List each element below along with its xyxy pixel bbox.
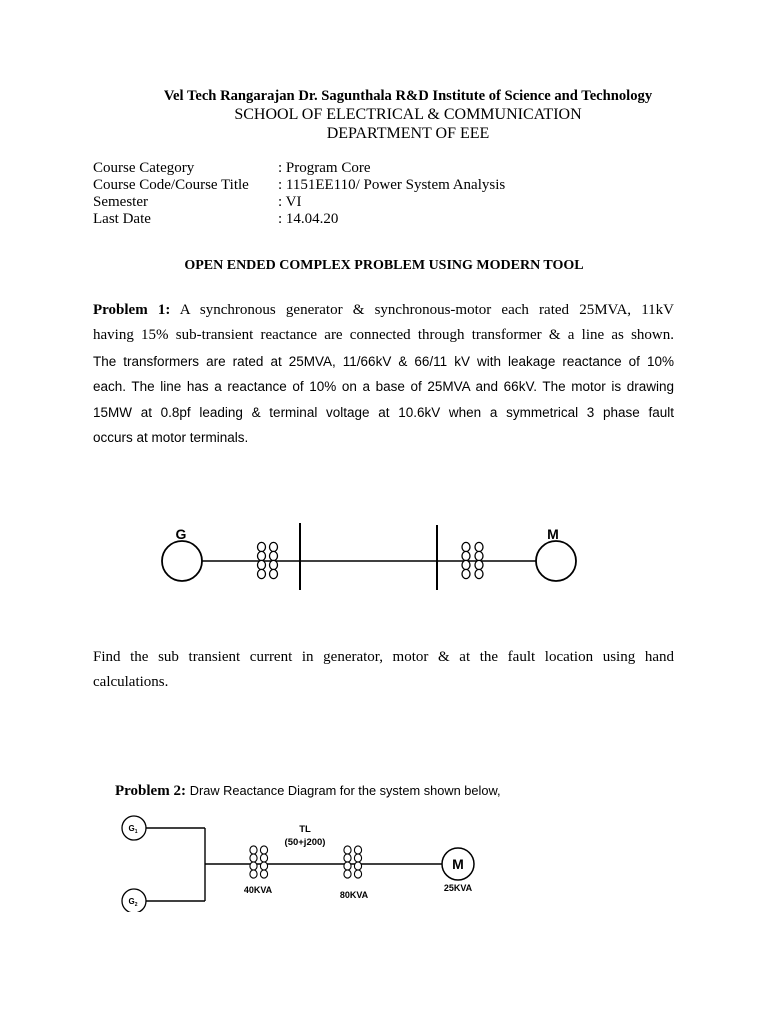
coil-loop [462,569,470,578]
coil-loop [260,854,267,862]
coil-loop [344,862,351,870]
coil-loop [258,560,266,569]
motor-label: M [547,526,559,542]
coil-loop [344,854,351,862]
coil-loop [260,870,267,878]
last-date-value: : 14.04.20 [278,211,339,227]
problem-2-text: Draw Reactance Diagram for the system shown below, [189,783,501,798]
coil-loop [270,569,278,578]
coil-loop [475,560,483,569]
coil-loop [258,569,266,578]
coil-loop [258,551,266,560]
coil-loop [270,560,278,569]
coil-loop [354,870,361,878]
department-name: DEPARTMENT OF EEE [326,125,490,142]
last-date-row [93,211,613,228]
institute-name: Vel Tech Rangarajan Dr. Sagunthala R&D Institute of Science and Technology [163,88,653,104]
generator-2-letter: G [128,897,135,906]
coil-loop [344,870,351,878]
coil-loop [475,569,483,578]
school-name: SCHOOL OF ELECTRICAL & COMMUNICATION [234,106,582,123]
generator-1-subscript: 1 [134,829,138,835]
problem-1-line: having 15% sub-transient reactance are connected through transformer & a line as shown. [93,327,674,344]
generator-2-subscript: 2 [134,902,138,908]
problem-1-question [93,645,674,696]
problem-1-line: 15MW at 0.8pf leading & terminal voltage at 10.6kV when a symmetrical 3 phase fault [93,404,674,420]
problem-2-heading: Problem 2: [115,783,186,799]
coil-loop [250,854,257,862]
coil-loop [260,846,267,854]
semester-value: : VI [278,194,302,210]
problem-1-statement [93,298,674,450]
problem-1-line: The transformers are rated at 25MVA, 11/66kV & 66/11 kV with leakage reactance of 10% [93,353,674,369]
semester-label: Semester [93,194,148,210]
problem-1-heading: Problem 1: [93,302,171,318]
course-category-value: : Program Core [278,160,371,176]
coil-loop [250,862,257,870]
problem-1-line: each. The line has a reactance of 10% on a base of 25MVA and 66kV. The motor is drawing [93,379,674,395]
section-title: OPEN ENDED COMPLEX PROBLEM USING MODERN TOOL [184,258,584,273]
problem-2-system-diagram [110,812,490,912]
coil-loop [462,551,470,560]
problem-1-single-line-diagram [150,515,590,597]
coil-loop [354,862,361,870]
coil-loop [250,870,257,878]
transformer-2-rating: 80KVA [339,890,369,900]
problem-1-line [93,298,674,323]
transformer-2-symbol [344,846,362,878]
question-line: Find the sub transient current in generator, motor & at the fault location using hand [93,649,674,665]
course-code-value: : 1151EE110/ Power System Analysis [278,177,506,193]
coil-loop [462,560,470,569]
transformer-1-symbol [250,846,268,878]
generator-label: G [175,526,187,542]
last-date-label: Last Date [93,211,151,227]
motor-symbol [536,541,576,581]
coil-loop [354,854,361,862]
motor-label: M [452,856,464,872]
transmission-line-label: TL [299,824,311,835]
coil-loop [250,846,257,854]
coil-loop [475,551,483,560]
coil-loop [270,542,278,551]
problem-1-line: occurs at motor terminals. [93,429,249,445]
coil-loop [258,542,266,551]
generator-symbol [162,541,202,581]
coil-loop [354,846,361,854]
course-category-label: Course Category [93,160,195,176]
coil-loop [344,846,351,854]
coil-loop [270,551,278,560]
problem-2-statement [115,782,501,800]
course-code-label: Course Code/Course Title [93,177,249,193]
coil-loop [260,862,267,870]
generator-1-letter: G [128,824,135,833]
coil-loop [462,542,470,551]
question-line: calculations. [93,674,169,691]
transmission-line-impedance: (50+j200) [284,837,326,848]
coil-loop [475,542,483,551]
course-info-table [93,160,613,228]
course-code-row [93,177,613,194]
transformer-1-rating: 40KVA [243,885,273,895]
course-category-row [93,160,613,177]
motor-rating: 25KVA [443,883,473,893]
problem-1-text: A synchronous generator & synchronous-motor each rated 25MVA, 11kV [179,302,674,318]
semester-row [93,194,613,211]
